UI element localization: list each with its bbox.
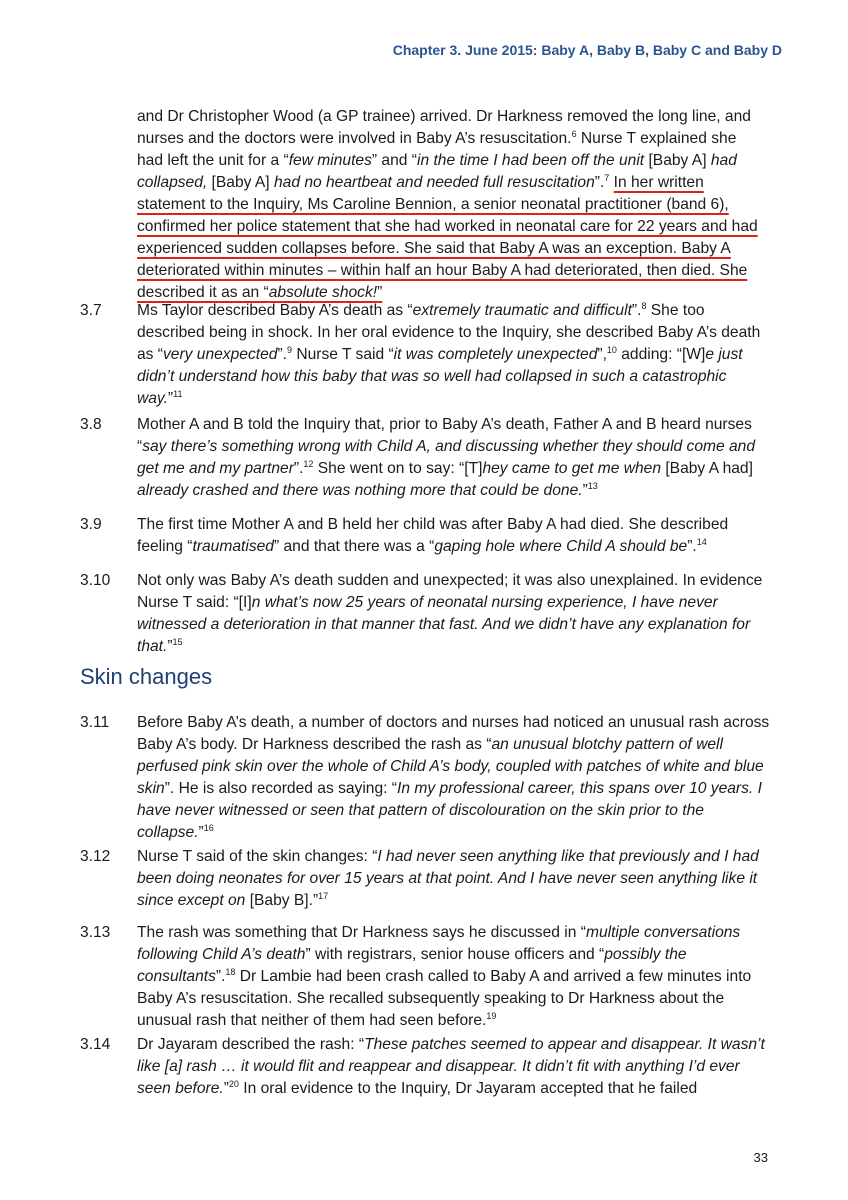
section-heading: Skin changes [80, 664, 213, 689]
footnote-ref[interactable]: 17 [318, 890, 329, 901]
footnote-ref[interactable]: 9 [286, 344, 292, 355]
footnote-ref[interactable]: 10 [606, 344, 617, 355]
paragraph-3-13: 3.13 The rash was something that Dr Harkness says he discussed in “multiple conversations following Child A’s death” with registrars, senior house officers and “possibly the consultants”.$^{18}$ Dr Lambie had been crash called to Baby A and arrived a few minutes into Baby A’s resuscitation. She recalled subsequently speaking to Dr Harkness about the unusual rash that neither of them had seen before.$^{19}$ [80, 924, 752, 1029]
footnote-ref[interactable]: 15 [172, 636, 183, 647]
paragraph-3-12: 3.12 Nurse T said of the skin changes: “I had never seen anything like that previously and I had been doing neonates for over 15 years at that point. And I have never seen anything like it since except on [Baby B].”$^{17}$ [80, 848, 759, 909]
paragraph-number: 3.10 [80, 572, 111, 589]
paragraph-number: 3.13 [80, 924, 111, 941]
paragraph-number: 3.14 [80, 1036, 111, 1053]
footnote-ref[interactable]: 16 [203, 822, 214, 833]
paragraph-3-8: 3.8 Mother A and B told the Inquiry that, prior to Baby A’s death, Father A and B heard nurses “say there’s something wrong with Child A, and discussing whether they should come and get me and my partner”.$^{12}$ She went on to say: “[T]hey came to get me when [Baby A had] already crashed and there was nothing more that could be done.”$^{13}$ [80, 416, 756, 499]
page-number: 33 [753, 1150, 768, 1165]
footnote-ref[interactable]: 13 [587, 480, 598, 491]
footnote-ref[interactable]: 20 [228, 1078, 239, 1089]
paragraph-number: 3.11 [80, 714, 110, 731]
paragraph-continuation: and Dr Christopher Wood (a GP trainee) arrived. Dr Harkness removed the long line, and nurses and the doctors were involved in Baby A’s resuscitation.$^6$ Nurse T explained she had left the unit for a “few minutes” and “in the time I had been off the unit [Baby A] had collapsed, [Baby A] had no heartbeat and needed full resuscitation”.$^7$ In her written statement to the Inquiry, Ms Caroline Bennion, a senior neonatal practitioner (band 6), confirmed her police statement that she had worked in neonatal care for 22 years and had experienced sudden collapses before. She said that Baby A was an exception. Baby A deteriorated within minutes – within half an hour Baby A had deteriorated, then died. She described it as an “absolute shock!” [137, 108, 758, 301]
footnote-ref[interactable]: 6 [571, 128, 577, 139]
paragraph-number: 3.12 [80, 848, 111, 865]
paragraph-3-11: 3.11 Before Baby A’s death, a number of doctors and nurses had noticed an unusual rash across Baby A’s body. Dr Harkness described the rash as “an unusual blotchy pattern of well perfused pink skin over the whole of Child A’s body, coupled with patches of white and blue skin”. He is also recorded as saying: “In my professional career, this spans over 10 years. I have never witnessed or seen that pattern of discolouration on the skin prior to the collapse.”$^{16}$ [80, 714, 770, 841]
footnote-ref[interactable]: 7 [604, 172, 610, 183]
underlined-passage: In her written statement to the Inquiry, Ms Caroline Bennion, a senior neonatal practitioner (band 6), confirmed her police statement that she had worked in neonatal care for 22 years and had experienced sudden collapses before. She said that Baby A was an exception. Baby A deteriorated within minutes – within half an hour Baby A had deteriorated, then died. She described it as an “absolute shock!” [137, 174, 758, 301]
paragraph-3-14: 3.14 Dr Jayaram described the rash: “These patches seemed to appear and disappear. It wasn’t like [a] rash … it would flit and reappear and disappear. It didn’t fit with anything I’d ever seen before.”$^{20}$ In oral evidence to the Inquiry, Dr Jayaram accepted that he failed [80, 1036, 765, 1097]
paragraph-3-7: 3.7 Ms Taylor described Baby A’s death as “extremely traumatic and difficult”.$^8$ She too described being in shock. In her oral evidence to the Inquiry, she described Baby A’s death as “very unexpected”.$^9$ Nurse T said “it was completely unexpected”,$^{10}$ adding: “[W]e just didn’t understand how this baby that was so well had collapsed in such a catastrophic way.”$^{11}$ [80, 300, 761, 407]
paragraph-number: 3.8 [80, 416, 102, 433]
footnote-ref[interactable]: 12 [303, 458, 314, 469]
running-header: Chapter 3. June 2015: Baby A, Baby B, Baby C and Baby D [392, 42, 782, 58]
footnote-ref[interactable]: 18 [225, 966, 236, 977]
footnote-ref[interactable]: 14 [696, 536, 707, 547]
paragraph-3-10: 3.10 Not only was Baby A’s death sudden and unexpected; it was also unexplained. In evidence Nurse T said: “[I]n what’s now 25 years of neonatal nursing experience, I have never witnessed a deterioration in that manner that fast. And we didn’t have any explanation for that.”$^{15}$ [80, 572, 763, 655]
paragraph-number: 3.7 [80, 302, 102, 319]
footnote-ref[interactable]: 19 [486, 1010, 497, 1021]
footnote-ref[interactable]: 11 [173, 388, 183, 399]
paragraph-number: 3.9 [80, 516, 102, 533]
footnote-ref[interactable]: 8 [641, 300, 647, 311]
paragraph-3-9: 3.9 The first time Mother A and B held her child was after Baby A had died. She described feeling “traumatised” and that there was a “gaping hole where Child A should be”.$^{14}$ [80, 516, 729, 555]
